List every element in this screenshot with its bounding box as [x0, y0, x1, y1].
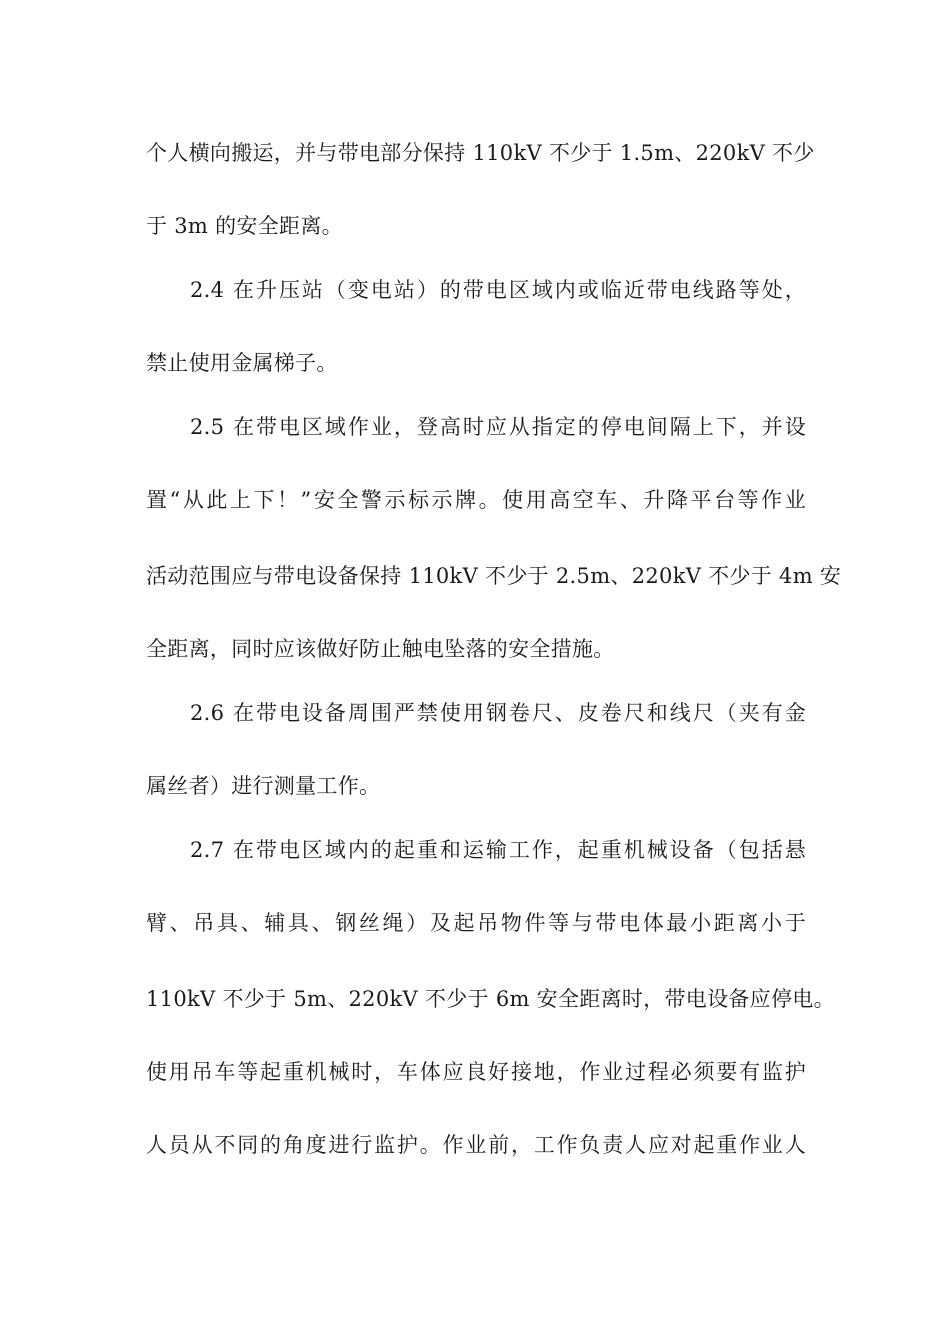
text-line: 个人横向搬运，并与带电部分保持 110kV 不少于 1.5m、220kV 不少: [146, 141, 815, 165]
text-line: 110kV 不少于 5m、220kV 不少于 6m 安全距离时，带电设备应停电。: [146, 987, 835, 1011]
paragraph-2-4-start: 2.4 在升压站（变电站）的带电区域内或临近带电线路等处，: [190, 278, 806, 302]
text-line: 使用吊车等起重机械时，车体应良好接地，作业过程必须要有监护: [146, 1060, 806, 1084]
text-line: 全距离，同时应该做好防止触电坠落的安全措施。: [146, 637, 615, 661]
text-line: 人员从不同的角度进行监护。作业前，工作负责人应对起重作业人: [146, 1133, 806, 1157]
paragraph-2-6-start: 2.6 在带电设备周围严禁使用钢卷尺、皮卷尺和线尺（夹有金: [190, 701, 806, 725]
text-line: 活动范围应与带电设备保持 110kV 不少于 2.5m、220kV 不少于 4m 安: [146, 564, 842, 588]
text-line: 禁止使用金属梯子。: [146, 351, 338, 375]
text-line: 置“从此上下！”安全警示标示牌。使用高空车、升降平台等作业: [146, 488, 806, 512]
text-line: 属丝者）进行测量工作。: [146, 774, 381, 798]
text-line: 于 3m 的安全距离。: [146, 214, 343, 238]
text-line: 臂、吊具、辅具、钢丝绳）及起吊物件等与带电体最小距离小于: [146, 911, 806, 935]
paragraph-2-7-start: 2.7 在带电区域内的起重和运输工作，起重机械设备（包括悬: [190, 838, 806, 862]
paragraph-2-5-start: 2.5 在带电区域作业，登高时应从指定的停电间隔上下，并设: [190, 415, 806, 439]
